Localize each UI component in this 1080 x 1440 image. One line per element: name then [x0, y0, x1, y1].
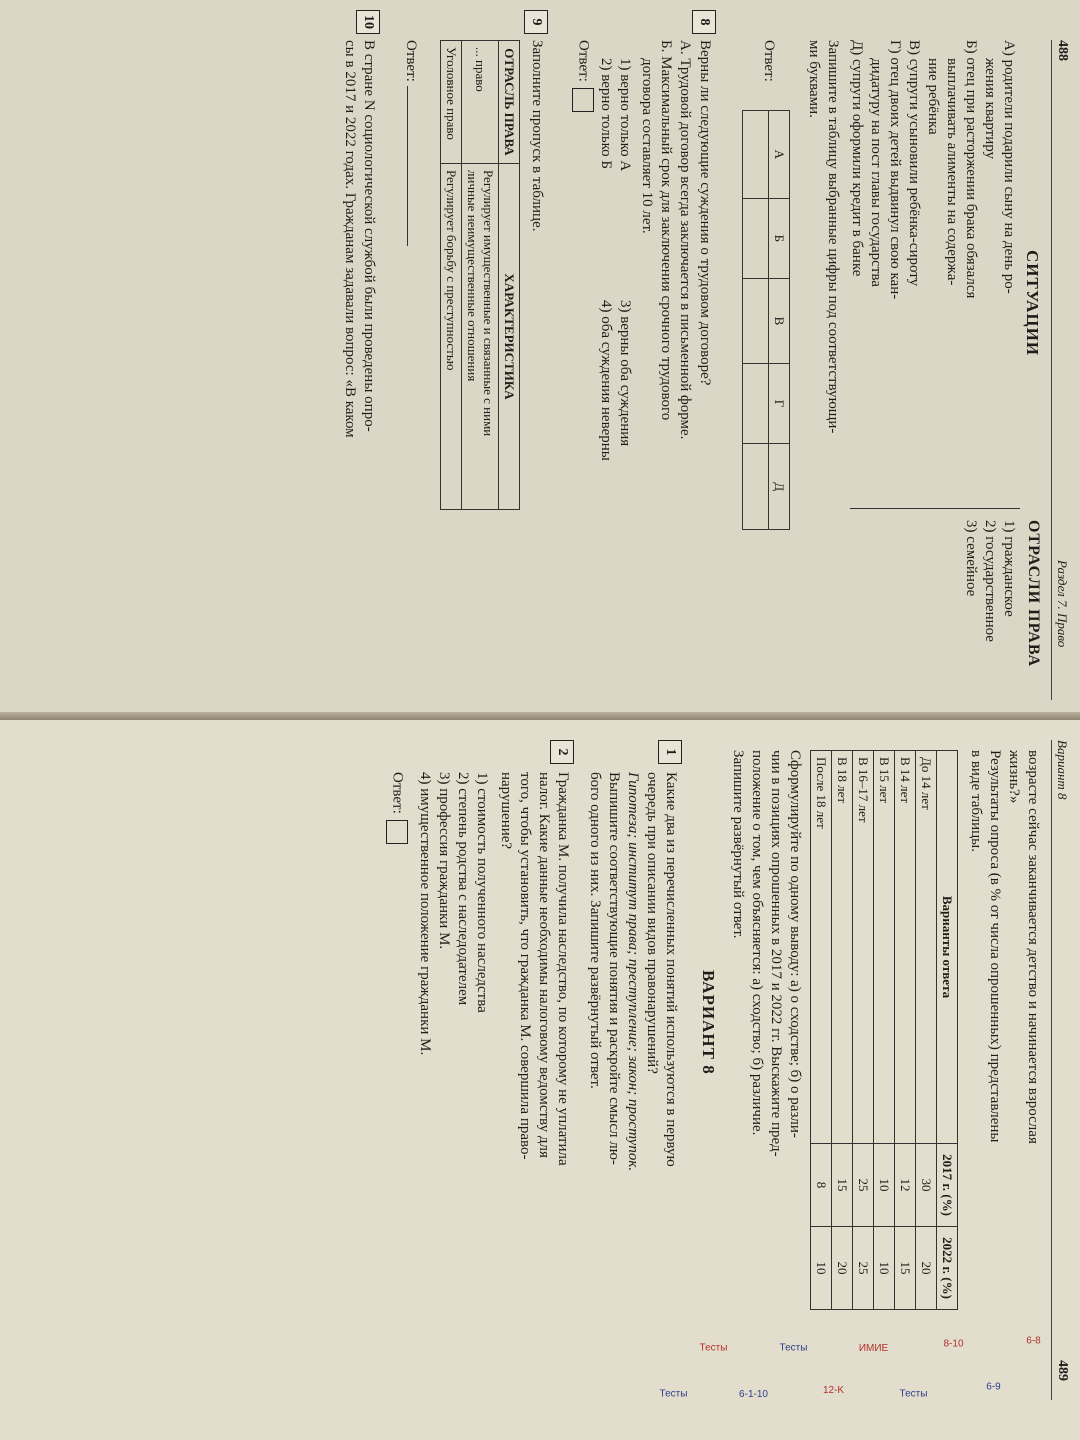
statement-b: Б. Максимальный срок для заключения срочного трудового [658, 40, 674, 421]
situation-line: Г) отец двоих детей выдвинул свою кан- [887, 40, 903, 300]
question-text: нарушение? [498, 772, 514, 850]
option: 2) верно только Б [598, 58, 614, 170]
question-text: Гражданка М. получила наследство, по которому не уплатила [555, 772, 571, 1166]
branch-item: 3) семейное [963, 520, 979, 597]
margin-note: 8-10 [943, 1338, 964, 1350]
intro-line: в виде таблицы. [968, 750, 984, 853]
question-text: Верны ли следующие суждения о трудовом договоре? [697, 40, 713, 386]
margin-note: 6-8 [1026, 1335, 1041, 1347]
table-header: Варианты ответа [937, 751, 958, 1144]
running-head: Вариант 8 [1055, 740, 1070, 800]
table-cell: 10 [874, 1227, 895, 1310]
answer-label: Ответ: [572, 40, 594, 112]
margin-note: Тесты [899, 1388, 928, 1400]
running-head: Раздел 7. Право [1055, 560, 1070, 648]
table-cell: После 18 лет [811, 751, 832, 1144]
situations-header: СИТУАЦИИ [1023, 250, 1042, 357]
answer-cell[interactable] [743, 444, 769, 530]
margin-note: 6-9 [986, 1381, 1001, 1393]
table-cell: В 15 лет [874, 751, 895, 1144]
question-text: сы в 2017 и 2022 годах. Гражданам задавали вопрос: «В каком [342, 40, 358, 438]
option: 1) верно только А [617, 58, 633, 172]
table-cell: В 16–17 лет [853, 751, 874, 1144]
instruction-line: Запишите в таблицу выбранные цифры под соответствующи- [825, 40, 841, 434]
table-cell: 25 [853, 1227, 874, 1310]
statement-a: А. Трудовой договор всегда заключается в письменной форме. [677, 40, 693, 440]
question-text: Заполните пропуск в таблице. [529, 40, 545, 232]
answer-cell[interactable] [743, 198, 769, 278]
option: 1) стоимость полученного наследства [474, 772, 490, 1013]
question-text: бого одного из них. Запишите развёрнутый ответ. [587, 772, 603, 1089]
margin-note: Тесты [699, 1342, 728, 1354]
situation-line: жения квартиру [982, 58, 998, 160]
table-cell: 15 [895, 1227, 916, 1310]
answer-label: Ответ: [386, 772, 408, 844]
table-header: 2017 г. (%) [937, 1144, 958, 1227]
table-cell: 8 [811, 1144, 832, 1227]
option: 2) степень родства с наследодателем [455, 772, 471, 1006]
variant-title: ВАРИАНТ 8 [699, 970, 718, 1075]
task-line: Запишите развёрнутый ответ. [730, 750, 746, 939]
branch-item: 2) государственное [982, 520, 998, 642]
answer-line[interactable] [407, 86, 408, 246]
answer-label: Ответ: [401, 40, 420, 246]
question-number: 8 [692, 10, 716, 34]
page-number: 489 [1055, 1360, 1070, 1381]
question-text: Какие два из перечисленных понятий используются в первую [663, 772, 679, 1167]
question-number: 9 [524, 10, 548, 34]
situation-line: Б) отец при расторжении брака обязался [963, 40, 979, 299]
task-line: Сформулируйте по одному выводу: а) о сходстве; б) о разли- [787, 750, 803, 1138]
survey-table [810, 750, 958, 1310]
question-text: Выпишите соответствующие понятия и раскройте смысл лю- [606, 772, 622, 1165]
concepts-list: Гипотеза; институт права; преступление; закон; проступок. [625, 772, 641, 1172]
situation-line: В) супруги усыновили ребёнка-сироту [906, 40, 922, 287]
answer-box[interactable] [386, 820, 408, 844]
answer-cell[interactable] [743, 363, 769, 443]
situation-line: выплачивать алименты на содержа- [944, 58, 960, 286]
margin-note: ИМИЕ [858, 1343, 889, 1355]
branch-item: 1) гражданское [1001, 520, 1017, 617]
margin-note: 6-1-10 [739, 1388, 768, 1400]
table-cell: Регулирует имущественные и связанные с ними личные неимущественные отношения [462, 164, 499, 510]
table-header: ХАРАКТЕРИСТИКА [499, 164, 520, 510]
answer-letter: В [769, 278, 790, 363]
margin-note: Тесты [659, 1388, 688, 1400]
table-row [874, 751, 895, 1310]
intro-line: возрасте сейчас заканчивается детство и начинается взрослая [1025, 750, 1041, 1144]
answer-cell[interactable] [743, 278, 769, 363]
table-row [832, 751, 853, 1310]
question-text: налог. Какие данные необходимы налоговому ведомству для [536, 772, 552, 1158]
table-cell: Регулирует борьбу с преступностью [441, 164, 462, 510]
option: 3) профессия гражданки М. [436, 772, 452, 950]
intro-line: Результаты опроса (в % от числа опрошенных) представлены [987, 750, 1003, 1143]
header-rule [1051, 740, 1052, 1400]
table-header: ОТРАСЛЬ ПРАВА [499, 41, 520, 164]
table-cell: 30 [916, 1144, 937, 1227]
table-cell: 10 [811, 1227, 832, 1310]
table-cell: 20 [916, 1227, 937, 1310]
option: 4) оба суждения неверны [598, 300, 614, 461]
table-row [916, 751, 937, 1310]
option: 4) имущественное положение гражданки М. [417, 772, 433, 1056]
table-cell[interactable]: ... право [462, 41, 499, 164]
question-number: 1 [658, 740, 682, 764]
answer-letter: Д [769, 444, 790, 530]
table-cell: 25 [853, 1144, 874, 1227]
column-divider [850, 508, 1020, 509]
intro-line: жизнь?» [1006, 750, 1022, 804]
question-text: очередь при описании видов правонарушений? [644, 772, 660, 1074]
table-cell: 15 [832, 1144, 853, 1227]
answer-label: Ответ: [761, 40, 777, 82]
table-header: 2022 г. (%) [937, 1227, 958, 1310]
table-cell: 10 [874, 1144, 895, 1227]
task-line: положение о том, чем объясняется: а) сходство; б) различие. [749, 750, 765, 1136]
situation-line: ние ребёнка [925, 58, 941, 135]
page-number: 488 [1055, 40, 1070, 61]
question-number: 10 [356, 10, 380, 34]
instruction-line: ми буквами. [806, 40, 822, 118]
table-cell: 20 [832, 1227, 853, 1310]
answer-box[interactable] [572, 88, 594, 112]
table-row [811, 751, 832, 1310]
answer-table[interactable] [742, 110, 790, 530]
branches-header: ОТРАСЛИ ПРАВА [1025, 520, 1042, 668]
table-row [853, 751, 874, 1310]
table-row [895, 751, 916, 1310]
table-cell: В 18 лет [832, 751, 853, 1144]
task-line: чии в позициях опрошенных в 2017 и 2022 гг. Выскажите пред- [768, 750, 784, 1157]
fill-gap-table [440, 40, 520, 510]
statement-b-cont: договора составляет 10 лет. [639, 58, 655, 234]
situation-line: Д) супруги оформили кредит в банке [849, 40, 865, 277]
header-rule [1051, 40, 1052, 700]
question-number: 2 [550, 740, 574, 764]
situation-line: А) родители подарили сыну на день ро- [1001, 40, 1017, 294]
option: 3) верны оба суждения [617, 300, 633, 447]
answer-letter: Г [769, 363, 790, 443]
right-page [0, 720, 1080, 1440]
question-text: В стране N социологической службой были проведены опро- [361, 40, 377, 432]
answer-cell[interactable] [743, 111, 769, 199]
table-cell: Уголовное право [441, 41, 462, 164]
margin-note: 12-K [822, 1385, 845, 1397]
table-cell: В 14 лет [895, 751, 916, 1144]
situation-line: дидатуру на пост главы государства [868, 58, 884, 287]
table-cell: До 14 лет [916, 751, 937, 1144]
answer-letter: А [769, 111, 790, 199]
margin-note: Тесты [779, 1342, 808, 1354]
question-text: того, чтобы установить, что гражданка М. совершила право- [517, 772, 533, 1160]
answer-letter: Б [769, 198, 790, 278]
table-cell: 12 [895, 1144, 916, 1227]
